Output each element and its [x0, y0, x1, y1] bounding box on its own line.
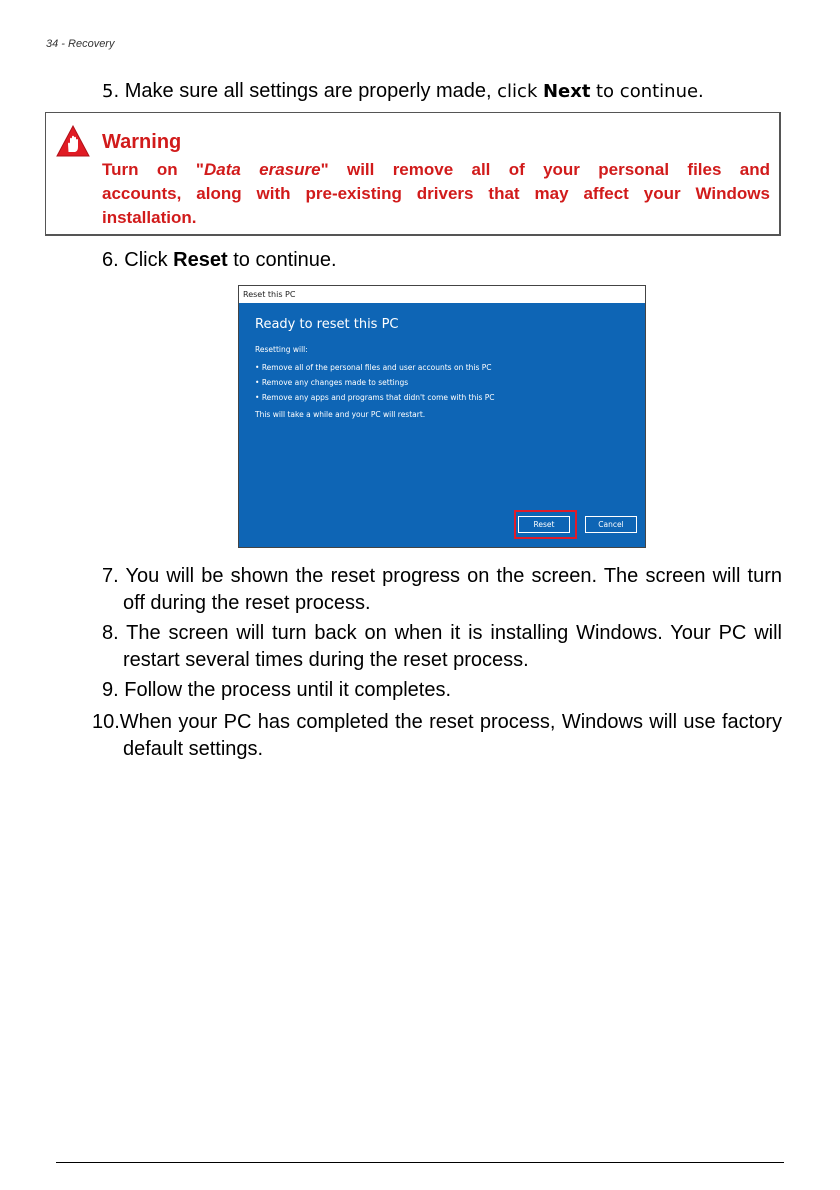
step-6-reset: Reset — [173, 249, 228, 271]
step-5-text: Make sure all settings are properly made, — [124, 80, 492, 102]
warning-data-erasure: Data erasure — [203, 160, 321, 179]
warning-box — [45, 112, 781, 236]
step-5-click: click — [497, 81, 538, 102]
step-7: 7. You will be shown the reset progress on the screen. The screen will turn off during the reset process. — [102, 565, 782, 614]
reset-pc-screenshot — [238, 285, 646, 548]
warning-title: Warning — [102, 131, 182, 153]
running-head: 34 - Recovery — [46, 38, 115, 50]
footer-rule — [56, 1162, 784, 1163]
list-item: • Remove any changes made to settings — [255, 375, 495, 390]
step-6-number: 6. — [102, 249, 119, 271]
step-8: 8. The screen will turn back on when it is installing Windows. Your PC will restart several times during the reset process. — [102, 622, 782, 671]
step-5 — [102, 78, 782, 105]
step-10: 10.When your PC has completed the reset process, Windows will use factory default settings. — [92, 711, 782, 760]
step-6-pre: Click — [124, 249, 168, 271]
stop-hand-warning-icon — [56, 125, 90, 159]
list-item: • Remove all of the personal files and user accounts on this PC — [255, 360, 495, 375]
cancel-button[interactable]: Cancel — [585, 516, 637, 533]
step-5-next: Next — [542, 81, 591, 102]
warning-body — [102, 158, 770, 230]
warning-line-1-pre: Turn on " — [102, 160, 204, 179]
step-5-post: to continue. — [596, 81, 704, 102]
reset-note: This will take a while and your PC will restart. — [255, 410, 426, 419]
reset-effects-list — [255, 360, 495, 405]
list-item: • Remove any apps and programs that didn't come with this PC — [255, 390, 495, 405]
window-title: Reset this PC — [239, 286, 645, 303]
reset-button[interactable]: Reset — [518, 516, 570, 533]
step-9: 9. Follow the process until it completes. — [102, 679, 452, 701]
step-6-post: to continue. — [233, 249, 337, 271]
warning-line-1 — [102, 158, 770, 182]
warning-rest: accounts, along with pre-existing drivers that may affect your Windows installation. — [102, 184, 770, 227]
reset-heading: Ready to reset this PC — [255, 317, 399, 332]
step-6 — [102, 247, 782, 274]
step-5-number: 5. — [102, 81, 120, 102]
reset-panel — [239, 303, 645, 547]
warning-line-1-post: " will remove all of your personal files and — [320, 160, 770, 179]
reset-intro: Resetting will: — [255, 345, 308, 354]
